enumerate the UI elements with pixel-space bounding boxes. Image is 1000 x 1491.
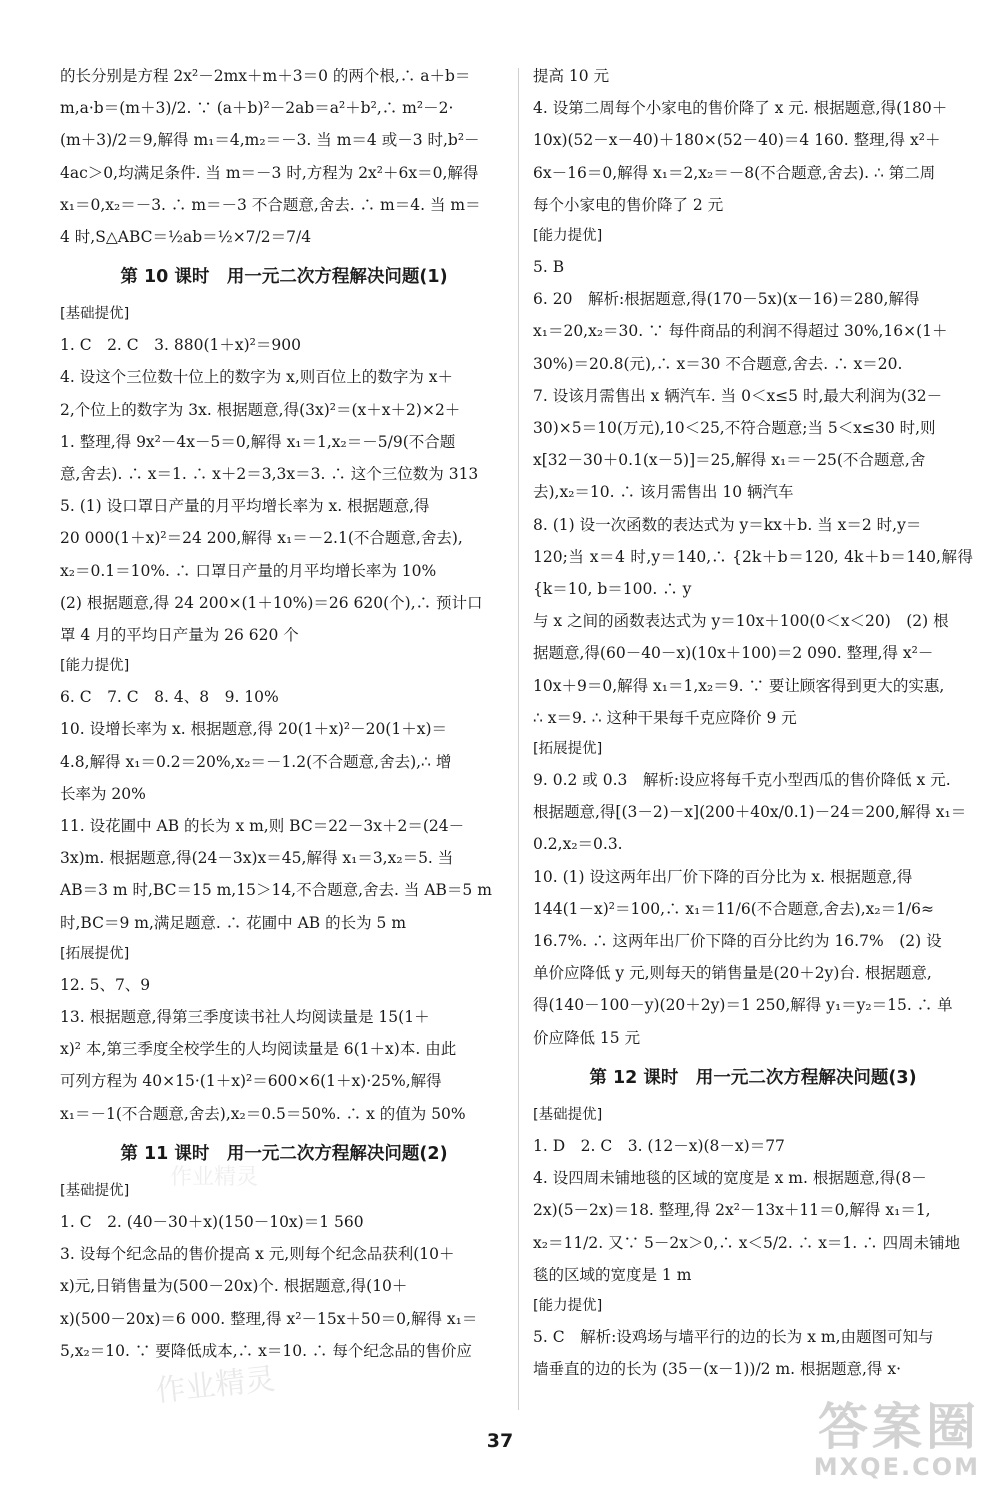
left-text-line: 1. C 2. (40－30＋x)(150－10x)＝1 560: [60, 1212, 364, 1231]
stamp-mark: 作业精灵: [153, 1361, 277, 1410]
right-text-line: 144(1－x)²＝100,∴ x₁＝11/6(不合题意,舍去),x₂＝1/6≈: [533, 899, 935, 918]
left-text-line: 13. 根据题意,得第三季度读书社人均阅读量是 15(1＋: [60, 1008, 430, 1027]
left-text-line: 4 时,S△ABC＝½ab＝½×7/2＝7/4: [60, 228, 312, 247]
left-text-line: x)元,日销售量为(500－20x)个. 根据题意,得(10＋: [60, 1277, 408, 1296]
left-text-line: 时,BC＝9 m,满足题意. ∴ 花圃中 AB 的长为 5 m: [60, 913, 407, 932]
right-text-line: 10x)(52－x－40)＋180×(52－40)＝4 160. 整理,得 x²＋: [533, 131, 941, 150]
left-text-line: AB＝3 m 时,BC＝15 m,15＞14,不合题意,舍去. 当 AB＝5 m: [60, 881, 492, 900]
stamp-mark: 作业精灵: [170, 1165, 259, 1190]
left-text-line: (m＋3)/2＝9,解得 m₁＝4,m₂＝－3. 当 m＝4 或－3 时,b²－: [60, 131, 480, 150]
right-text-line: 据题意,得(60－40－x)(10x＋100)＝2 090. 整理,得 x²－: [533, 644, 934, 663]
right-section-tag: [基础提优]: [533, 1106, 603, 1123]
left-text-line: 5,x₂＝10. ∵ 要降低成本,∴ x＝10. ∴ 每个纪念品的售价应: [60, 1341, 472, 1360]
right-text-line: 16.7%. ∴ 这两年出厂价下降的百分比约为 16.7% (2) 设: [533, 932, 942, 951]
right-text-line: 1. D 2. C 3. (12－x)(8－x)＝77: [533, 1136, 785, 1155]
right-text-line: 30)×5＝10(万元),10＜25,不符合题意;当 5＜x≤30 时,则: [533, 419, 936, 438]
left-text-line: 长率为 20%: [60, 784, 146, 803]
left-text-line: 12. 5、7、9: [60, 975, 151, 994]
left-section-tag: [能力提优]: [60, 658, 130, 675]
right-section-tag: [拓展提优]: [533, 741, 603, 758]
right-text-line: 0.2,x₂＝0.3.: [533, 835, 623, 854]
left-text-line: x₁＝0,x₂＝－3. ∴ m＝－3 不合题意,舍去. ∴ m＝4. 当 m＝: [60, 195, 481, 214]
left-text-line: 3x)m. 根据题意,得(24－3x)x＝45,解得 x₁＝3,x₂＝5. 当: [60, 849, 454, 868]
left-text-line: 20 000(1＋x)²＝24 200,解得 x₁＝－2.1(不合题意,舍去),: [60, 529, 463, 548]
right-text-line: x₁＝20,x₂＝30. ∵ 每件商品的利润不得超过 30%,16×(1＋: [533, 322, 948, 341]
right-text-line: 7. 设该月需售出 x 辆汽车. 当 0＜x≤5 时,最大利润为(32－: [533, 386, 943, 405]
watermark-logo: 答案圈: [818, 1398, 980, 1456]
left-text-line: 4.8,解得 x₁＝0.2＝20%,x₂＝－1.2(不合题意,舍去),∴ 增: [60, 752, 452, 771]
right-text-line: 120;当 x＝4 时,y＝140,∴ {2k＋b＝120, 4k＋b＝140,解得 {k＝10, b＝100. ∴ y: [533, 547, 973, 599]
left-text-line: 10. 设增长率为 x. 根据题意,得 20(1＋x)²－20(1＋x)＝: [60, 720, 448, 739]
right-text-line: 30%)＝20.8(元),∴ x＝30 不合题意,舍去. ∴ x＝20.: [533, 354, 903, 373]
right-text-line: x[32－30＋0.1(x－5)]＝25,解得 x₁＝－25(不合题意,舍: [533, 451, 926, 470]
right-text-line: 4. 设第二周每个小家电的售价降了 x 元. 根据题意,得(180＋: [533, 99, 948, 118]
left-text-line: 1. 整理,得 9x²－4x－5＝0,解得 x₁＝1,x₂＝－5/9(不合题: [60, 432, 456, 451]
right-text-line: 4. 设四周未铺地毯的区域的宽度是 x m. 根据题意,得(8－: [533, 1169, 927, 1188]
column-divider: [518, 68, 519, 1410]
right-text-line: 8. (1) 设一次函数的表达式为 y＝kx＋b. 当 x＝2 时,y＝: [533, 515, 922, 534]
left-text-line: 的长分别是方程 2x²－2mx＋m＋3＝0 的两个根,∴ a＋b＝: [60, 67, 471, 85]
page-number: 37: [486, 1430, 514, 1452]
right-text-line: 2x)(5－2x)＝18. 整理,得 2x²－13x＋11＝0,解得 x₁＝1,: [533, 1201, 931, 1220]
right-text-line: 6. 20 解析:根据题意,得(170－5x)(x－16)＝280,解得: [533, 290, 920, 309]
right-text-line: 10x＋9＝0,解得 x₁＝1,x₂＝9. ∵ 要让顾客得到更大的实惠,: [533, 676, 945, 695]
right-text-line: 10. (1) 设这两年出厂价下降的百分比为 x. 根据题意,得: [533, 867, 913, 886]
left-text-line: 可列方程为 40×15·(1＋x)²＝600×6(1＋x)·25%,解得: [60, 1072, 442, 1091]
left-text-line: x₂＝0.1＝10%. ∴ 口罩日产量的月平均增长率为 10%: [60, 561, 437, 580]
left-text-line: 6. C 7. C 8. 4、8 9. 10%: [60, 688, 279, 707]
watermark: [813, 1398, 980, 1481]
left-text-line: 2,个位上的数字为 3x. 根据题意,得(3x)²＝(x＋x＋2)×2＋: [60, 400, 461, 419]
left-text-line: x)² 本,第三季度全校学生的人均阅读量是 6(1＋x)本. 由此: [60, 1040, 457, 1059]
right-text-line: 9. 0.2 或 0.3 解析:设应将每千克小型西瓜的售价降低 x 元.: [533, 771, 951, 790]
right-text-line: 毯的区域的宽度是 1 m: [533, 1265, 692, 1284]
right-text-line: 价应降低 15 元: [533, 1028, 641, 1047]
left-section-tag: [基础提优]: [60, 1182, 130, 1199]
left-text-line: 5. (1) 设口罩日产量的月平均增长率为 x. 根据题意,得: [60, 497, 430, 516]
left-text-line: 意,舍去). ∴ x＝1. ∴ x＋2＝3,3x＝3. ∴ 这个三位数为 313: [60, 465, 479, 484]
watermark-url: MXQE.COM: [813, 1453, 980, 1481]
left-text-line: 3. 设每个纪念品的售价提高 x 元,则每个纪念品获利(10＋: [60, 1245, 455, 1264]
left-section-tag: [基础提优]: [60, 306, 130, 323]
right-text-line: ∴ x＝9. ∴ 这种干果每千克应降价 9 元: [533, 708, 797, 727]
right-text-line: 单价应降低 y 元,则每天的销售量是(20＋2y)台. 根据题意,: [533, 964, 932, 983]
left-text-line: x₁＝－1(不合题意,舍去),x₂＝0.5＝50%. ∴ x 的值为 50%: [60, 1104, 466, 1123]
left-text-line: m,a·b＝(m＋3)/2. ∵ (a＋b)²－2ab＝a²＋b²,∴ m²－2·: [60, 99, 454, 118]
left-text-line: 4. 设这个三位数十位上的数字为 x,则百位上的数字为 x＋: [60, 368, 453, 387]
right-text-line: 每个小家电的售价降了 2 元: [533, 195, 724, 214]
right-section-heading: 第 12 课时 用一元二次方程解决问题(3): [589, 1067, 917, 1088]
left-text-line: (2) 根据题意,得 24 200×(1＋10%)＝26 620(个),∴ 预计口: [60, 593, 483, 612]
right-text-line: 得(140－100－y)(20＋2y)＝1 250,解得 y₁＝y₂＝15. ∴ 单: [533, 996, 953, 1015]
right-text-line: 与 x 之间的函数表达式为 y＝10x＋100(0＜x＜20) (2) 根: [533, 612, 949, 631]
right-text-line: 根据题意,得[(3－2)－x](200＋40x/0.1)－24＝200,解得 x₁＝: [533, 803, 967, 822]
right-text-line: 提高 10 元: [533, 67, 610, 85]
right-section-tag: [能力提优]: [533, 1297, 603, 1314]
right-column: [533, 60, 973, 1385]
left-column: [60, 60, 508, 1367]
right-section-tag: [能力提优]: [533, 228, 603, 245]
left-text-line: x)(500－20x)＝6 000. 整理,得 x²－15x＋50＝0,解得 x₁＝: [60, 1309, 478, 1328]
left-section-heading: 第 11 课时 用一元二次方程解决问题(2): [120, 1143, 448, 1164]
right-text-line: x₂＝11/2. 又∵ 5－2x＞0,∴ x＜5/2. ∴ x＝1. ∴ 四周未铺地: [533, 1233, 961, 1252]
left-section-tag: [拓展提优]: [60, 945, 130, 962]
left-section-heading: 第 10 课时 用一元二次方程解决问题(1): [120, 267, 448, 288]
right-text-line: 墙垂直的边的长为 (35－(x－1))/2 m. 根据题意,得 x·: [533, 1360, 902, 1379]
right-text-line: 6x－16＝0,解得 x₁＝2,x₂＝－8(不合题意,舍去). ∴ 第二周: [533, 163, 936, 182]
left-text-line: 11. 设花圃中 AB 的长为 x m,则 BC＝22－3x＋2＝(24－: [60, 817, 465, 836]
left-text-line: 罩 4 月的平均日产量为 26 620 个: [60, 626, 299, 645]
right-text-line: 5. B: [533, 258, 565, 277]
left-text-line: 4ac＞0,均满足条件. 当 m＝－3 时,方程为 2x²＋6x＝0,解得: [60, 163, 479, 182]
left-text-line: 1. C 2. C 3. 880(1＋x)²＝900: [60, 336, 301, 355]
right-text-line: 去),x₂＝10. ∴ 该月需售出 10 辆汽车: [533, 483, 794, 502]
right-text-line: 5. C 解析:设鸡场与墙平行的边的长为 x m,由题图可知与: [533, 1327, 934, 1346]
